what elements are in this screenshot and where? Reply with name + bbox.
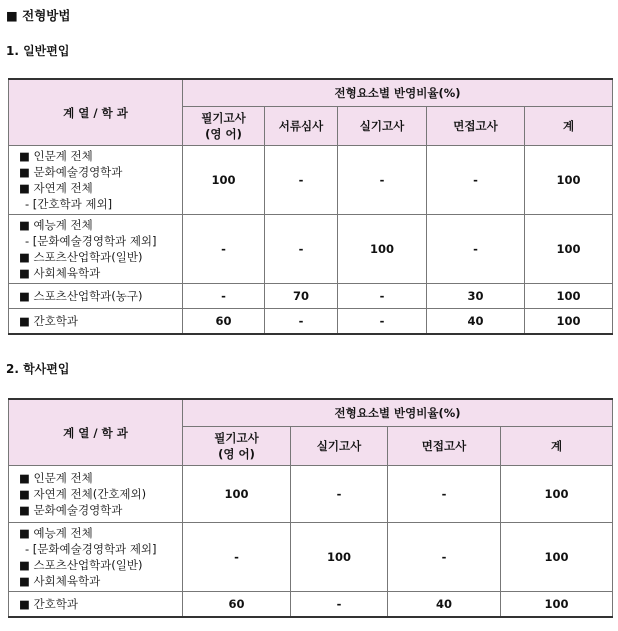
value-cell: 100 [525,309,613,335]
value-cell: - [265,215,338,284]
table-row [9,215,613,284]
value-cell: 100 [501,523,613,592]
table-row [9,592,613,618]
column-header: 실기고사 [338,107,427,146]
dept-cell: ■ 스포츠산업학과(농구) [9,284,183,309]
value-cell: - [338,309,427,335]
page-title: ■ 전형방법 [6,8,71,23]
table-row [9,523,613,592]
table-row [9,466,613,523]
general-transfer-table [8,78,613,335]
value-cell: - [265,309,338,335]
value-cell: - [183,523,291,592]
dept-cell: ■ 예능계 전체 - [문화예술경영학과 제외] ■ 스포츠산업학과(일반) ■ 사회체육학과 [9,215,183,284]
value-cell: - [388,523,501,592]
dept-cell: ■ 간호학과 [9,309,183,335]
section-heading-general-transfer: 1. 일반편입 [6,44,70,58]
value-cell: 100 [501,592,613,618]
section-heading-bachelor-transfer: 2. 학사편입 [6,362,70,376]
column-header: 실기고사 [291,427,388,466]
value-cell: 100 [291,523,388,592]
value-cell: 100 [525,215,613,284]
bachelor-transfer-table [8,398,613,618]
dept-cell: ■ 인문계 전체 ■ 자연계 전체(간호제외) ■ 문화예술경영학과 [9,466,183,523]
dept-header: 계 열 / 학 과 [9,399,183,466]
value-cell: - [265,146,338,215]
value-cell: 60 [183,309,265,335]
value-cell: 100 [525,284,613,309]
value-cell: 100 [501,466,613,523]
table-row [9,146,613,215]
value-cell: - [338,284,427,309]
value-cell: - [427,146,525,215]
column-header: 계 [525,107,613,146]
group-header: 전형요소별 반영비율(%) [183,399,613,427]
value-cell: 100 [525,146,613,215]
column-header: 필기고사 (영 어) [183,427,291,466]
value-cell: 40 [427,309,525,335]
value-cell: 40 [388,592,501,618]
value-cell: 30 [427,284,525,309]
table-row [9,309,613,335]
dept-cell: ■ 간호학과 [9,592,183,618]
value-cell: 70 [265,284,338,309]
column-header: 면접고사 [388,427,501,466]
value-cell: 60 [183,592,291,618]
value-cell: - [427,215,525,284]
value-cell: - [338,146,427,215]
table-row [9,284,613,309]
value-cell: 100 [338,215,427,284]
value-cell: 100 [183,466,291,523]
column-header: 면접고사 [427,107,525,146]
dept-cell: ■ 인문계 전체 ■ 문화예술경영학과 ■ 자연계 전체 - [간호학과 제외] [9,146,183,215]
column-header: 계 [501,427,613,466]
value-cell: - [291,592,388,618]
group-header: 전형요소별 반영비율(%) [183,79,613,107]
dept-cell: ■ 예능계 전체 - [문화예술경영학과 제외] ■ 스포츠산업학과(일반) ■ 사회체육학과 [9,523,183,592]
value-cell: - [183,284,265,309]
value-cell: - [388,466,501,523]
column-header: 필기고사 (영 어) [183,107,265,146]
value-cell: - [291,466,388,523]
column-header: 서류심사 [265,107,338,146]
value-cell: - [183,215,265,284]
value-cell: 100 [183,146,265,215]
dept-header: 계 열 / 학 과 [9,79,183,146]
